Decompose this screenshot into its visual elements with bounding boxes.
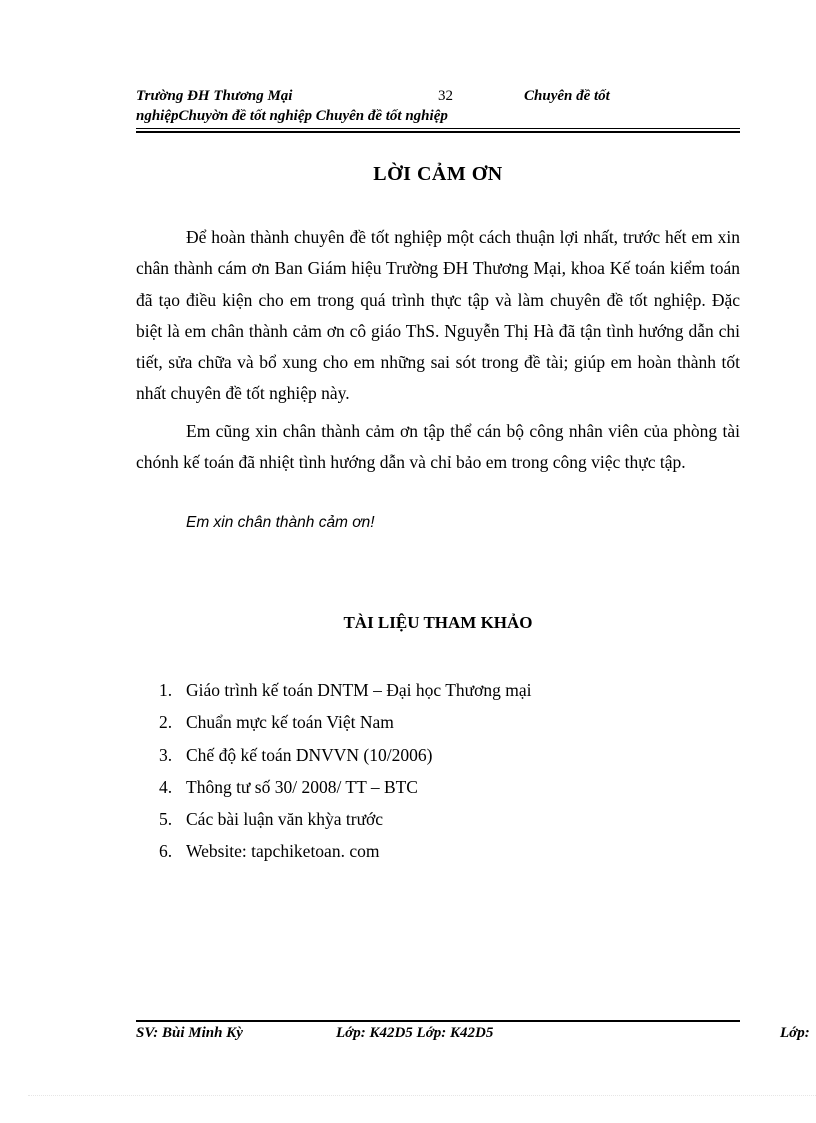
page-header <box>136 86 740 126</box>
page-header-row <box>136 86 740 106</box>
header-topic-continued: nghiệpChuyờn đề tốt nghiệp Chuyên đề tốt nghiệp <box>136 108 448 124</box>
reference-item: 2. Chuẩn mực kế toán Việt Nam <box>159 712 394 733</box>
header-topic: Chuyên đề tốt <box>524 88 610 104</box>
reference-item: 5. Các bài luận văn khỳa trước <box>159 809 384 830</box>
acknowledgement-paragraph-1: Để hoàn thành chuyên đề tốt nghiệp một cách thuận lợi nhất, trước hết em xin chân thành cám ơn Ban Giám hiệu Trường ĐH Thương Mại, khoa Kế toán kiểm toán đã tạo điều kiện cho em trong quá trình thực tập và làm chuyên đề tốt nghiệp. Đặc biệt là em chân thành cảm ơn cô giáo ThS. Nguyễn Thị Hà đã tận tình hướng dẫn chi tiết, sửa chữa và bổ xung cho em những sai sót trong đề tài; giúp em hoàn thành tốt nhất chuyên đề tốt nghiệp này. <box>136 227 740 404</box>
reference-item: 3. Chế độ kế toán DNVVN (10/2006) <box>159 744 433 765</box>
reference-item: 4. Thông tư số 30/ 2008/ TT – BTC <box>159 776 418 797</box>
header-rule-thin <box>136 128 740 129</box>
footer-student: SV: Bùi Minh Kỳ <box>136 1025 243 1041</box>
reference-item: 1. Giáo trình kế toán DNTM – Đại học Thương mại <box>159 680 532 700</box>
references-list <box>136 674 532 868</box>
references-title: TÀI LIỆU THAM KHẢO <box>343 613 533 632</box>
page-bottom-dotted-line <box>28 1095 816 1096</box>
reference-item: 6. Website: tapchiketoan. com <box>159 841 380 862</box>
header-page-number: 32 <box>438 88 453 104</box>
footer-rule <box>136 1020 740 1022</box>
acknowledgement-paragraph-2: Em cũng xin chân thành cảm ơn tập thể cán bộ công nhân viên của phòng tài chónh kế toán đã nhiệt tình hướng dẫn và chỉ bảo em trong công việc thực tập. <box>136 421 740 473</box>
acknowledgement-title: LỜI CẢM ƠN <box>373 163 503 185</box>
header-rule-thick <box>136 131 740 133</box>
footer-class: Lớp: K42D5 Lớp: K42D5 <box>336 1025 494 1041</box>
footer-class-cut: Lớp: <box>780 1025 810 1041</box>
acknowledgement-closing: Em xin chân thành cảm ơn! <box>186 514 375 531</box>
header-school: Trường ĐH Thương Mại <box>136 88 293 104</box>
